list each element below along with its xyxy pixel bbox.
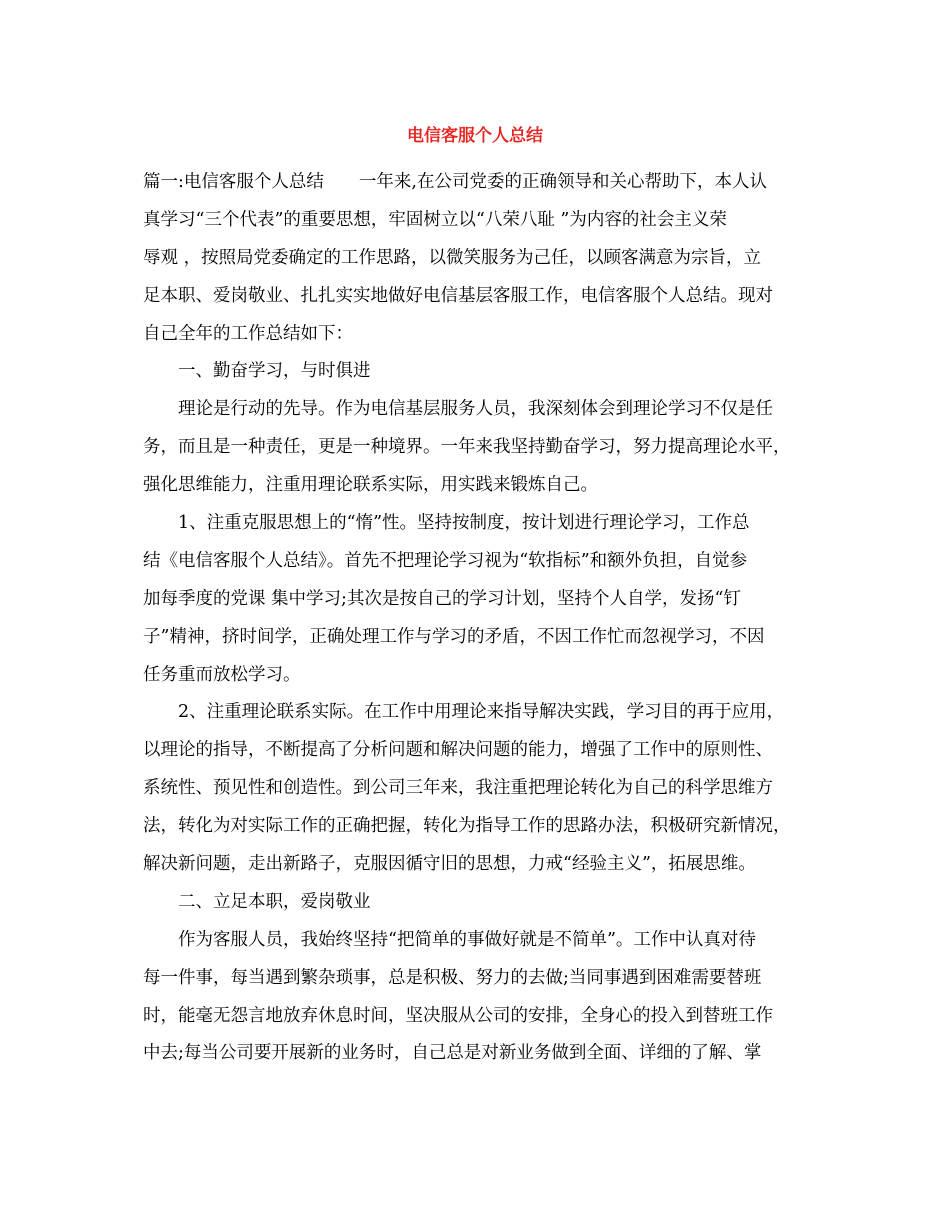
body-line: 法，转化为对实际工作的正确把握，转化为指导工作的思路办法，积极研究新情况， [143,816,791,837]
body-line: 子”精神，挤时间学，正确处理工作与学习的矛盾，不因工作忙而忽视学习，不因 [143,626,765,647]
body-line: 务，而且是一种责任，更是一种境界。一年来我坚持勤奋学习，努力提高理论水平， [143,437,791,458]
body-line: 理论是行动的先导。作为电信基层服务人员，我深刻体会到理论学习不仅是任 [178,399,773,420]
body-line: 结《电信客服个人总结》。首先不把理论学习视为“软指标”和额外负担，自觉参 [143,550,748,571]
body-line: 任务重而放松学习。 [143,664,301,685]
document-title: 电信客服个人总结 [407,126,543,146]
body-line: 中去;每当公司要开展新的业务时，自己总是对新业务做到全面、详细的了解、掌 [143,1043,762,1064]
body-line: 自己全年的工作总结如下： [143,323,353,344]
body-line: 强化思维能力，注重用理论联系实际，用实践来锻炼自己。 [143,475,598,496]
body-line: 2、注重理论联系实际。在工作中用理论来指导解决实践，学习目的再于应用， [178,702,785,723]
body-line: 一、勤奋学习，与时俱进 [178,361,371,382]
body-line: 每一件事，每当遇到繁杂琐事，总是积极、努力的去做;当同事遇到困难需要替班 [143,967,762,988]
body-line: 足本职、爱岗敬业、扎扎实实地做好电信基层客服工作，电信客服个人总结。现对 [143,285,773,306]
body-line: 二、立足本职，爱岗敬业 [178,891,371,912]
body-line: 1、注重克服思想上的“惰”性。坚持按制度，按计划进行理论学习，工作总 [178,513,750,534]
body-line: 系统性、预见性和创造性。到公司三年来，我注重把理论转化为自己的科学思维方 [143,778,773,799]
document-body [143,164,823,1073]
body-line: 作为客服人员，我始终坚持“把简单的事做好就是不简单”。工作中认真对待 [178,929,756,950]
body-line: 辱观 ，按照局党委确定的工作思路，以微笑服务为己任，以顾客满意为宗旨，立 [143,247,762,268]
body-line: 加每季度的党课 集中学习;其次是按自己的学习计划，坚持个人自学，发扬“钉 [143,588,741,609]
body-line: 解决新问题，走出新路子，克服因循守旧的思想，力戒“经验主义”，拓展思维。 [143,854,756,875]
body-line: 时，能毫无怨言地放弃休息时间，坚决服从公司的安排，全身心的投入到替班工作 [143,1005,773,1026]
body-line: 以理论的指导，不断提高了分析问题和解决问题的能力，增强了工作中的原则性、 [143,740,773,761]
body-line: 篇一:电信客服个人总结 一年来,在公司党委的正确领导和关心帮助下，本人认 [143,172,767,192]
body-line: 真学习“三个代表”的重要思想，牢固树立以“八荣八耻 ”为内容的社会主义荣 [143,209,727,230]
